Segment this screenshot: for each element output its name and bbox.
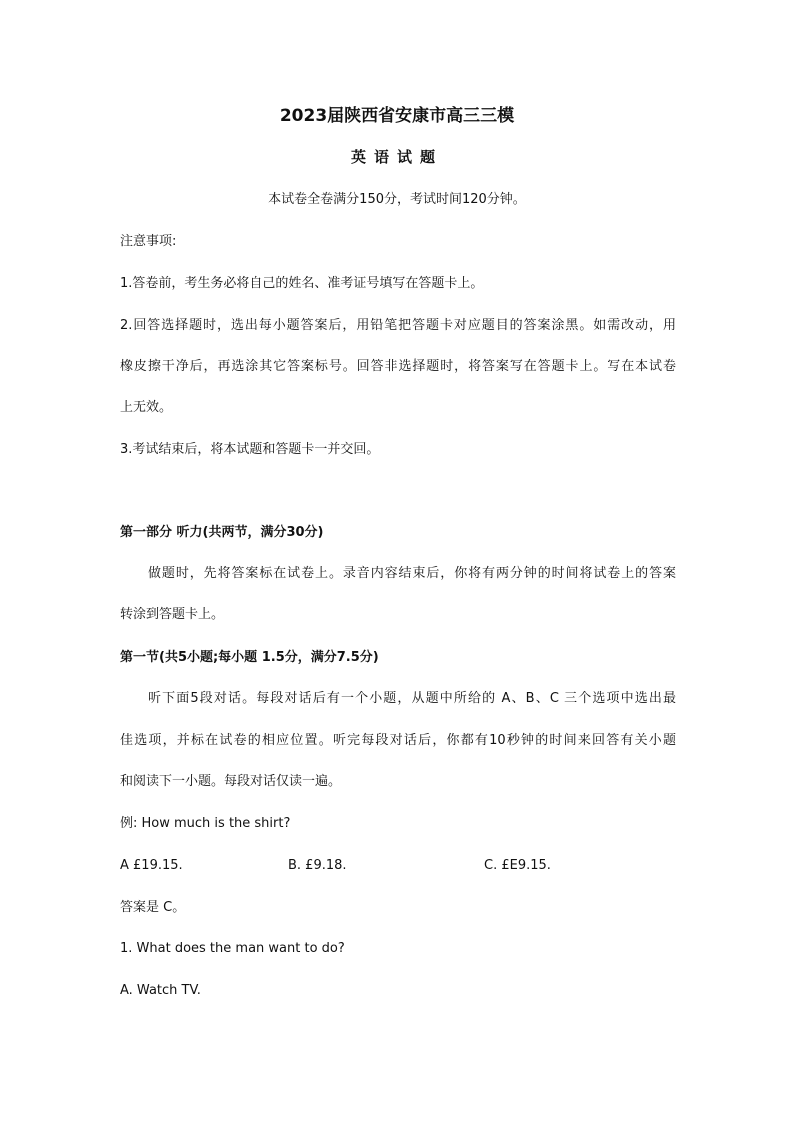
question-1: 1. What does the man want to do? [120,941,345,956]
section1-intro-line-2: 佳选项，并标在试卷的相应位置。听完每段对话后，你都有10秒钟的时间来回答有关小题 [120,733,676,748]
example-question: 例: How much is the shirt? [120,816,291,831]
note-item-2-line-2: 橡皮擦干净后，再选涂其它答案标号。回答非选择题时，将答案写在答题卡上。写在本试卷 [120,359,676,374]
section1-intro-line-3: 和阅读下一小题。每段对话仅读一遍。 [120,774,342,789]
note-item-2-line-3: 上无效。 [120,400,173,415]
note-item-2-line-1: 2.回答选择题时，选出每小题答案后，用铅笔把答题卡对应题目的答案涂黑。如需改动，用 [120,318,676,333]
section1-heading: 第一节(共5小题;每小题 1.5分，满分7.5分) [120,650,379,665]
exam-info: 本试卷全卷满分150分，考试时间120分钟。 [268,192,526,207]
example-option-b: B. £9.18. [288,858,347,873]
part1-heading: 第一部分 听力(共两节，满分30分) [120,525,324,540]
note-item-1: 1.答卷前，考生务必将自己的姓名、准考证号填写在答题卡上。 [120,276,484,291]
question-1-option-a: A. Watch TV. [120,983,201,998]
notes-heading: 注意事项: [120,234,177,249]
page-subtitle: 英语试题 [350,148,443,166]
part1-intro-line-1: 做题时，先将答案标在试卷上。录音内容结束后，你将有两分钟的时间将试卷上的答案 [148,566,676,581]
note-item-3: 3.考试结束后，将本试题和答题卡一并交回。 [120,442,380,457]
example-option-a: A £19.15. [120,858,183,873]
part1-intro-line-2: 转涂到答题卡上。 [120,607,225,622]
page-title: 2023届陕西省安康市高三三模 [279,106,515,126]
section1-intro-line-1: 听下面5段对话。每段对话后有一个小题，从题中所给的 A、B、C 三个选项中选出最 [148,691,676,706]
example-answer: 答案是 C。 [120,900,186,915]
example-option-c: C. £E9.15. [484,858,551,873]
